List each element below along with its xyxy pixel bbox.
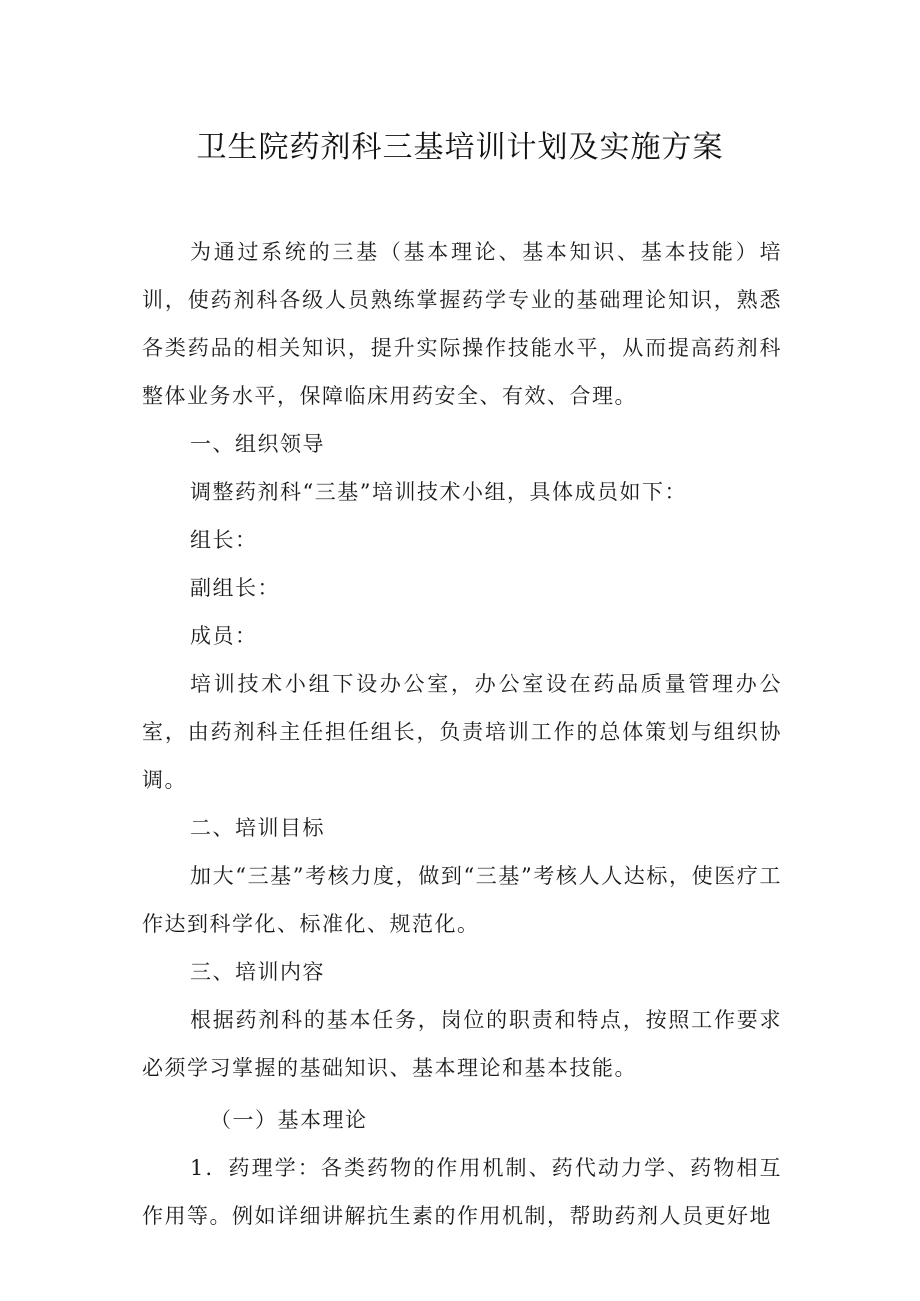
paragraph-goals: 加大“三基”考核力度，做到“三基”考核人人达标，使医疗工作达到科学化、标准化、规范化。: [142, 864, 782, 936]
section-heading-goals: 二、培训目标: [190, 816, 325, 840]
paragraph-pharmacology: 1．药理学：各类药物的作用机制、药代动力学、药物相互作用等。例如详细讲解抗生素的作用机制，帮助药剂人员更好地: [142, 1156, 782, 1228]
paragraph-content: 根据药剂科的基本任务，岗位的职责和特点，按照工作要求必须学习掌握的基础知识、基本理论和基本技能。: [142, 1008, 782, 1080]
deputy-leader-line: 副组长：: [190, 576, 280, 600]
document-title: 卫生院药剂科三基培训计划及实施方案: [196, 130, 724, 165]
section-heading-content: 三、培训内容: [190, 960, 325, 984]
subsection-heading-basic-theory: （一）基本理论: [210, 1108, 368, 1132]
paragraph-office: 培训技术小组下设办公室，办公室设在药品质量管理办公室，由药剂科主任担任组长，负责培训工作的总体策划与组织协调。: [142, 672, 782, 792]
members-line: 成员：: [190, 624, 258, 648]
document-body: [142, 228, 782, 1240]
section-heading-organization: 一、组织领导: [190, 432, 325, 456]
intro-paragraph: 为通过系统的三基（基本理论、基本知识、基本技能）培训，使药剂科各级人员熟练掌握药学专业的基础理论知识，熟悉各类药品的相关知识，提升实际操作技能水平，从而提高药剂科整体业务水平，保障临床用药安全、有效、合理。: [142, 240, 782, 408]
paragraph-team-adjustment: 调整药剂科“三基”培训技术小组，具体成员如下：: [190, 480, 687, 504]
team-leader-line: 组长：: [190, 528, 258, 552]
